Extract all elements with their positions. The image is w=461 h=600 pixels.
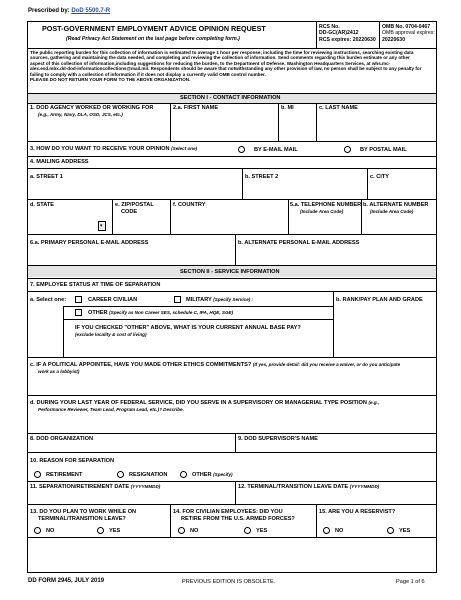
mi-input[interactable] [279,118,315,140]
field2b-label: b. MI [281,105,294,111]
question-c-text: c. IF A POLITICAL APPOINTEE, HAVE YOU MADE OTHER ETHICS COMMITMENTS? [30,362,252,368]
line-other-bottom [63,319,333,320]
line-v-15 [316,504,317,537]
radio-email[interactable] [238,146,245,153]
email6a-label: 6.a. PRIMARY PERSONAL E-MAIL ADDRESS [30,240,149,246]
page-number: Page 1 of 6 [396,579,425,585]
field14-label-2: RETIRE FROM THE U.S. ARMED FORCES? [181,516,295,522]
prescribed-text: Prescribed by: [28,8,70,14]
zip-input[interactable] [113,216,169,233]
header-divider-2 [379,21,380,48]
supervisor-name-input[interactable] [236,443,436,451]
omb-approval-label: OMB approval expires: [382,30,435,36]
field10-label: 10. REASON FOR SEPARATION [30,458,115,464]
omb-approval: 20220630 [382,37,406,43]
question-c-hint-2: work as a lobbyist) [38,369,80,374]
form-title: POST-GOVERNMENT EMPLOYMENT ADVICE OPINION REQUEST [42,24,266,33]
other-text: OTHER [88,310,108,316]
other-specify-input[interactable] [250,307,332,317]
question-c-hint: (If yes, provide detail: did you receive a waiver, or do you anticipate [252,362,401,367]
other-reason-label [192,472,233,478]
prescribed-label [28,8,110,15]
radio-13-no-label: NO [46,528,55,534]
rcs-no: DD-GC(AR)2412 [319,30,359,36]
other-reason-text: OTHER [192,472,212,478]
dod-organization-input[interactable] [28,443,234,451]
zip-label-1: e. ZIP/POSTAL [115,202,154,208]
street1-label: a. STREET 1 [30,174,63,180]
line-s2-bottom [27,278,437,279]
state-label: d. STATE [30,202,55,208]
separation-date-input[interactable] [28,492,234,503]
question-d-text: d. DURING YOUR LAST YEAR OF FEDERAL SERVICE, DID YOU SERVE IN A SUPERVISORY OR MANAGERIAL TYPE POSITION [30,400,367,406]
field12-text: 12. TERMINAL/TRANSITION LEAVE DATE [238,484,349,490]
rank-input[interactable] [334,305,436,356]
line-rowd-bottom [27,433,437,434]
military-hint: (Specify Service) : [213,297,254,302]
line-state-bottom [27,234,437,235]
radio-15-no[interactable] [323,527,330,534]
field9-label: 9. DOD SUPERVISOR'S NAME [238,436,318,442]
field2a-label: 2.a. FIRST NAME [173,105,219,111]
header-bottom-line [27,48,437,49]
burden-line-2: sources, gathering and maintaining the data needed, and completing and reviewing the collection of information. Send comments regarding this burden estimate or any other [30,55,410,61]
burden-line-6: PLEASE DO NOT RETURN YOUR FORM TO THE ABOVE ORGANIZATION. [30,77,191,83]
omb-no: OMB No. 0704-0467 [382,24,431,30]
burden-line-1: The public reporting burden for this collection of information is estimated to average 1 hour per response, including the time for reviewing instructions, searching existing data [30,50,414,55]
supervisory-input[interactable] [28,414,436,432]
header-divider-1 [316,21,317,48]
burden-line-4: alex.esd.mbx.dd-dod-informationcollections@mail.mil. Respondents should be aware that notwithstanding any other provision of law, no person shall be subject to any penalty for [30,66,422,72]
checkbox-military[interactable] [174,296,181,303]
line-row2-bottom [27,141,437,142]
military-text: MILITARY [186,297,212,303]
field1-label: 1. DOD AGENCY WORKED OR WORKING FOR [30,105,154,111]
radio-14-no-label: NO [190,528,199,534]
field13-label-1: 13. DO YOU PLAN TO WORK WHILE ON [30,509,137,515]
altphone-hint: (Include Area Code) [370,209,414,214]
line-row7-bottom [27,291,437,292]
field3-label [30,146,197,152]
line-row1112-bottom [27,504,437,505]
retirement-label: RETIREMENT [46,472,83,478]
radio-13-yes[interactable] [97,527,104,534]
select-one-label: a. Select one: [30,297,67,303]
altphone-label: b. ALTERNATE NUMBER [363,202,429,208]
field3-text: 3. HOW DO YOU WANT TO RECEIVE YOUR OPINION [30,146,170,152]
burden-line-5: failing to comply with a collection of information if it does not display a currently valid OMB control number. [30,71,266,77]
email6b-label: b. ALTERNATE PERSONAL E-MAIL ADDRESS [238,240,360,246]
alternate-email-input[interactable] [236,248,436,264]
country-input[interactable] [171,216,287,233]
radio-email-label: BY E-MAIL MAIL [254,147,298,153]
salary-question: IF YOU CHECKED "OTHER" ABOVE, WHAT IS YOUR CURRENT ANNUAL BASE PAY? [75,325,301,331]
field14-label-1: 14. FOR CIVILIAN EMPLOYEES: DID YOU [173,509,283,515]
street1-input[interactable] [28,182,241,198]
leave-date-input[interactable] [236,492,436,503]
chevron-down-icon: ▾ [100,223,103,229]
radio-14-yes-label: YES [256,528,268,534]
street2-input[interactable] [243,182,366,198]
field2c-label: c. LAST NAME [319,105,358,111]
zip-label-2: CODE [121,209,138,215]
line-row89-bottom [27,452,437,453]
question-c [30,362,400,368]
radio-other-reason[interactable] [180,471,187,478]
checkbox-civilian[interactable] [75,296,82,303]
line-street-bottom [27,199,437,200]
line-row7a-bottom [27,357,437,358]
line-s1-bottom [27,103,437,104]
rank-label: b. RANK/PAY PLAN AND GRADE [336,297,423,303]
last-name-input[interactable] [317,118,436,140]
radio-15-yes-label: YES [399,528,411,534]
other-hint: (Specify as Non Career SES, schedule C, IPA, HQE, SGE) [109,310,234,315]
radio-15-yes[interactable] [387,527,394,534]
radio-14-yes[interactable] [244,527,251,534]
line-s1-top [27,93,437,94]
field4-label: 4. MAILING ADDRESS [30,159,89,165]
field7-label: 7. EMPLOYEE STATUS AT TIME OF SEPARATION [30,282,161,288]
form-number: DD FORM 2945, JULY 2019 [28,578,105,584]
radio-13-no[interactable] [34,527,41,534]
question-d [30,400,379,406]
field1-hint: (e.g., Army, Navy, DLA, OSD, JCS, etc.) [38,112,123,117]
city-label: c. CITY [370,174,389,180]
field11-hint: (YYYYMMDD) [130,484,161,489]
country-label: f. COUNTRY [173,202,206,208]
prescribed-link[interactable]: DoD 5500.7-R [71,8,111,14]
burden-line-3: aspect of this collection of information,including suggestions for reducing the burden, to the Department of Defense, Washington Headquarters Services, at whs.mc- [30,60,391,66]
field3-hint: (Select one) [171,146,198,151]
form-subtitle: (Read Privacy Act Statement on the last page before completing form.) [66,36,240,42]
radio-postal-label: BY POSTAL MAIL [360,147,407,153]
line-row10-bottom [27,481,437,482]
line-row13-bottom [27,537,437,538]
field15-label: 15. ARE YOU A RESERVIST? [319,509,396,515]
resignation-label: RESIGNATION [129,472,168,478]
question-d-hint-0: (e.g., [368,400,380,405]
field12-label [238,484,379,490]
radio-14-no[interactable] [178,527,185,534]
other-reason-input[interactable] [240,469,436,479]
rcs-expires: RCS expires: 20220630 [319,37,376,43]
salary-hint: (exclude locality & cost of living) [75,332,147,337]
line-row4-bottom [27,168,437,169]
military-label [186,297,253,303]
primary-email-input[interactable] [28,248,234,264]
dod-agency-input[interactable] [28,118,169,140]
field11-text: 11. SEPARATION/RETIREMENT DATE [30,484,130,490]
line-row3-bottom [27,156,437,157]
other-reason-hint: (Specify) [213,472,233,477]
radio-resignation[interactable] [117,471,124,478]
checkbox-other[interactable] [75,309,82,316]
field13-label-2: TERMINAL/TRANSITION LEAVE? [38,516,126,522]
line-rowc-bottom [27,395,437,396]
radio-retirement[interactable] [34,471,41,478]
field12-hint: (YYYYMMDD) [349,484,380,489]
street2-label: b. STREET 2 [245,174,279,180]
burden-statement [30,50,435,82]
military-service-input[interactable] [266,294,332,304]
city-input[interactable] [368,182,436,198]
state-select[interactable] [28,216,96,233]
section1-title: SECTION I - CONTACT INFORMATION [180,95,281,101]
political-appointee-input[interactable] [28,376,436,394]
section2-title: SECTION II - SERVICE INFORMATION [180,269,280,275]
field11-label [30,484,160,490]
altphone-input[interactable] [362,216,436,233]
line-v-14 [170,504,171,537]
radio-13-yes-label: YES [109,528,121,534]
radio-postal[interactable] [344,146,351,153]
obsolete-notice: PREVIOUS EDITION IS OBSOLETE. [182,579,276,585]
salary-input[interactable] [64,338,332,356]
phone-input[interactable] [289,216,360,233]
question-d-hint: Performance Reviewer, Team Lead, Program Lead, etc.)? Describe. [38,407,184,412]
other-label [88,310,233,316]
phone-label: 5.a. TELEPHONE NUMBER [290,202,362,208]
first-name-input[interactable] [171,118,277,140]
field8-label: 8. DOD ORGANIZATION [30,436,93,442]
phone-hint: (Include Area Code) [300,209,344,214]
civilian-label: CAREER CIVILIAN [88,297,138,303]
rcs-no-label: RCS No. [319,24,340,30]
radio-15-no-label: NO [335,528,344,534]
